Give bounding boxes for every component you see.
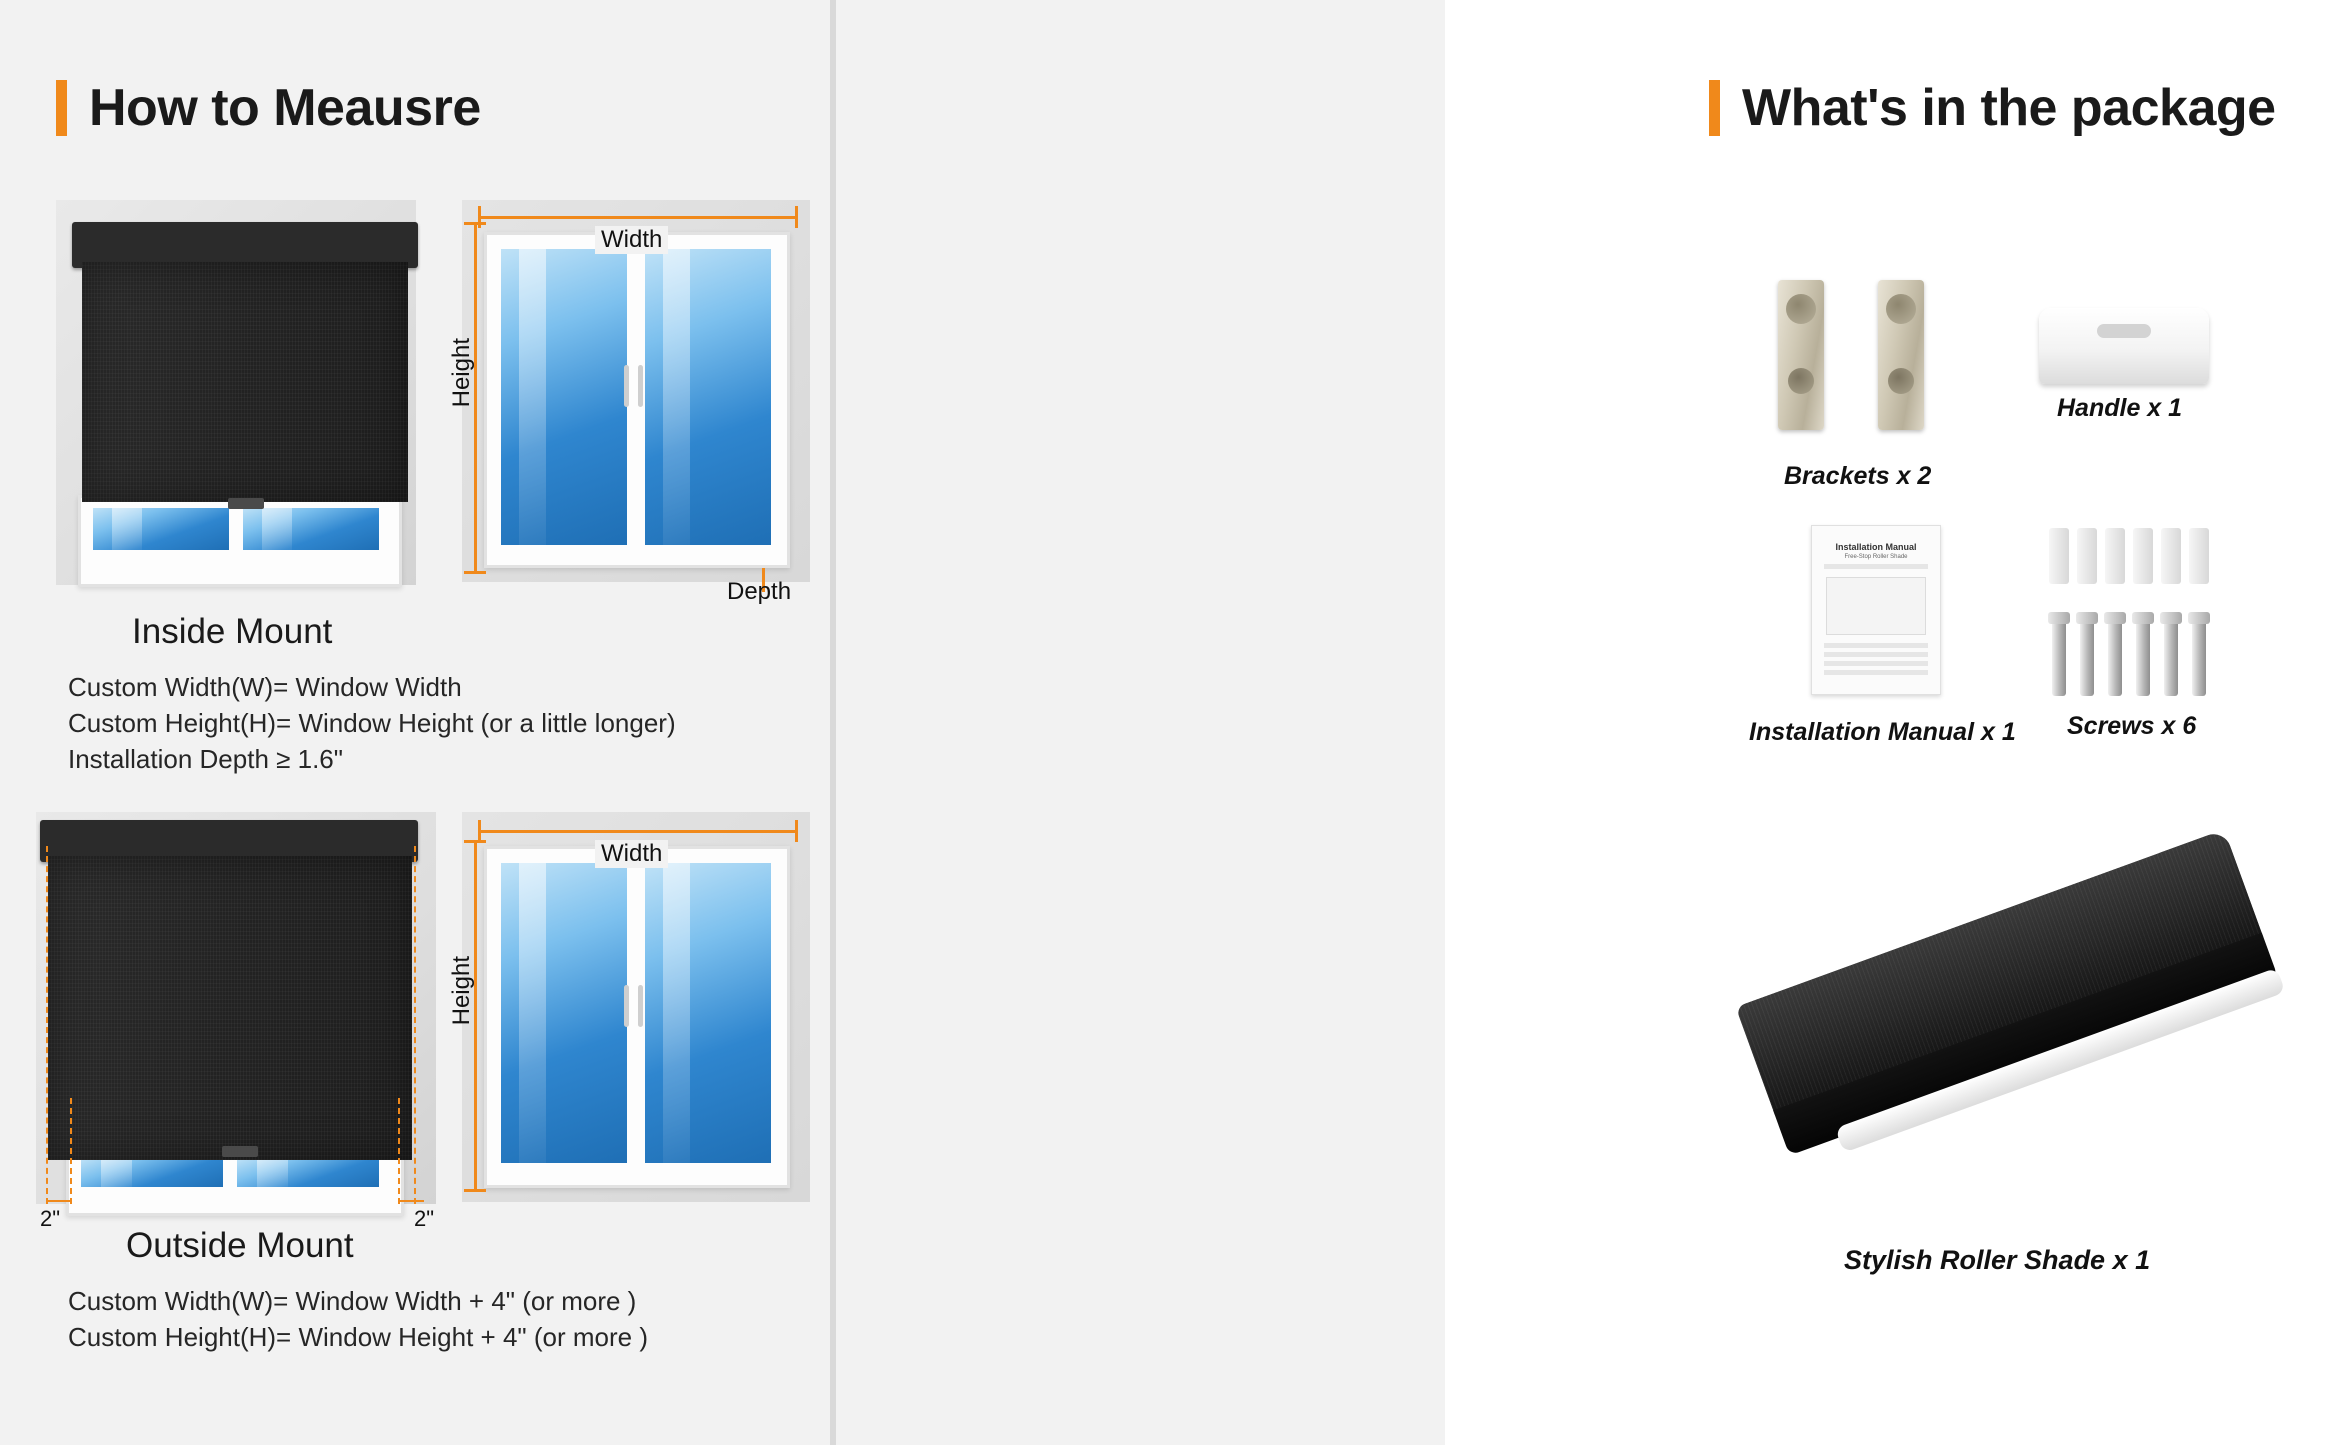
screw (2136, 612, 2150, 696)
manual-figure (1826, 577, 1926, 635)
width-label-outside: Width (595, 840, 668, 868)
inside-spec-1: Custom Width(W)= Window Width (68, 672, 462, 702)
overhang-guide-right-outer (414, 846, 416, 1204)
screw (2164, 612, 2178, 696)
window-handle-outside-left (624, 985, 629, 1027)
screw (2052, 612, 2066, 696)
shade-fabric-inside (82, 262, 408, 502)
inside-spec-2: Custom Height(H)= Window Height (or a little longer) (68, 708, 676, 738)
package-title: What's in the package (1742, 79, 2276, 137)
how-to-measure-panel (0, 0, 830, 1445)
height-tick-top-outside (464, 840, 486, 843)
overhang-guide-right-inner (398, 1098, 400, 1204)
screw (2192, 612, 2206, 696)
window-glass-dim-left (501, 249, 627, 545)
manual-line (1824, 661, 1928, 666)
height-tick-bottom-inside (464, 571, 486, 574)
manual-caption: Installation Manual x 1 (1749, 718, 2016, 746)
manual-subtitle: Free-Stop Roller Shade (1844, 554, 1908, 560)
how-to-measure-title: How to Meausre (89, 79, 481, 137)
overhang-guide-left-outer (46, 846, 48, 1204)
manual-line (1824, 564, 1928, 569)
wall-anchor (2161, 528, 2181, 584)
window-glass-outside-left (81, 1159, 223, 1187)
width-dimension-line-outside (478, 830, 798, 833)
brackets-caption: Brackets x 2 (1784, 462, 1932, 490)
roller-shade-caption: Stylish Roller Shade x 1 (1844, 1245, 2151, 1275)
width-tick-right-inside (795, 206, 798, 228)
screws-caption: Screws x 6 (2067, 712, 2197, 740)
manual-title: Installation Manual (1835, 542, 1917, 552)
overhang-label-left: 2" (40, 1206, 61, 1231)
how-to-measure-heading (56, 78, 481, 138)
wall-anchor (2105, 528, 2125, 584)
window-glass-outside-right (237, 1159, 379, 1187)
height-tick-top-inside (464, 222, 486, 225)
height-label-inside: Height (448, 338, 475, 408)
outside-mount-title: Outside Mount (126, 1226, 354, 1265)
window-glass-dim-right (645, 249, 771, 545)
bracket-right (1878, 280, 1924, 430)
wall-anchor (2189, 528, 2209, 584)
shade-handle-outside (222, 1146, 258, 1157)
width-tick-right-outside (795, 820, 798, 842)
window-frame-dim-outside (484, 846, 790, 1188)
package-heading (1709, 78, 2276, 138)
window-glass-dim-outside-right (645, 863, 771, 1163)
overhang-arrow-right (398, 1200, 424, 1202)
overhang-label-right: 2" (414, 1206, 435, 1231)
overhang-arrow-left (46, 1200, 72, 1202)
depth-label-inside: Depth (727, 578, 792, 605)
wall-anchor (2133, 528, 2153, 584)
outside-spec-1: Custom Width(W)= Window Width + 4" (or more ) (68, 1286, 637, 1316)
package-contents-panel (836, 0, 2276, 1445)
window-frame-dim-inside (484, 232, 790, 568)
width-label-inside: Width (595, 226, 668, 254)
manual-line (1824, 670, 1928, 675)
heading-accent-bar (56, 80, 67, 136)
wall-anchor (2077, 528, 2097, 584)
bracket-left (1778, 280, 1824, 430)
height-tick-bottom-outside (464, 1189, 486, 1192)
window-handle-outside-right (638, 985, 643, 1027)
shade-fabric-outside (48, 856, 412, 1160)
window-glass-left (93, 508, 229, 550)
handle-caption: Handle x 1 (2057, 394, 2183, 422)
roller-shade-product-image (1725, 801, 2327, 1289)
installation-manual-part (1811, 525, 1941, 695)
inside-mount-title: Inside Mount (132, 612, 333, 651)
manual-line (1824, 652, 1928, 657)
manual-line (1824, 643, 1928, 648)
window-handle-right (638, 365, 643, 407)
window-glass-right (243, 508, 379, 550)
width-dimension-line-inside (478, 216, 798, 219)
overhang-guide-left-inner (70, 1098, 72, 1204)
window-handle-left (624, 365, 629, 407)
inside-spec-3: Installation Depth ≥ 1.6" (68, 744, 343, 774)
window-glass-dim-outside-left (501, 863, 627, 1163)
shade-handle-inside (228, 498, 264, 509)
heading-accent-bar-right (1709, 80, 1720, 136)
height-label-outside: Height (448, 956, 475, 1026)
screw (2080, 612, 2094, 696)
wall-anchor (2049, 528, 2069, 584)
screw (2108, 612, 2122, 696)
outside-spec-2: Custom Height(H)= Window Height + 4" (or more ) (68, 1322, 648, 1352)
width-tick-left-outside (478, 820, 481, 842)
handle-part (2039, 308, 2209, 384)
